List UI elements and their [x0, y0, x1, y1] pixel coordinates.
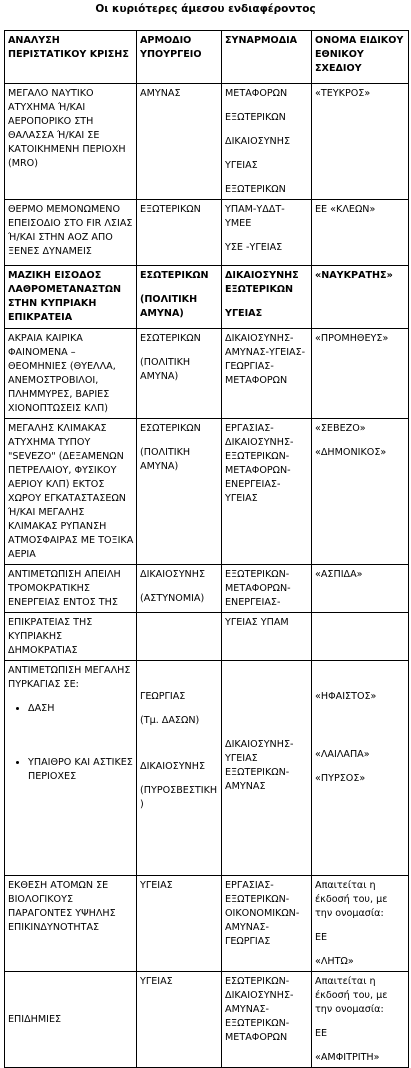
text-line: ΥΓΕΙΑΣ [225, 308, 263, 319]
plan-name-cell [312, 972, 409, 1068]
crisis-cell: ΘΕΡΜΟ ΜΕΜΟΝΩΜΕΝΟ ΕΠΕΙΣΟΔΙΟ ΣΤΟ FIR ΛΣΙΑΣ Ή/ΚΑΙ ΣΤΗΝ ΑΟΖ ΑΠΟ ΞΕΝΕΣ ΔΥΝΑΜΕΙΣ [5, 200, 137, 266]
ministry-cell [137, 661, 222, 876]
ministry-cell: ΥΓΕΙΑΣ [137, 972, 222, 1068]
crisis-cell: ΕΠΙΚΡΑΤΕΙΑΣ ΤΗΣ ΚΥΠΡΙΑΚΗΣ ΔΗΜΟΚΡΑΤΙΑΣ [5, 613, 137, 661]
plan-name-cell [312, 419, 409, 565]
crisis-cell: ΑΚΡΑΙΑ ΚΑΙΡΙΚΑ ΦΑΙΝΟΜΕΝΑ – ΘΕΟΜΗΝΙΕΣ (ΘΥΕΛΛΑ, ΑΝΕΜΟΣΤΡΟΒΙΛΟΙ, ΠΛΗΜΜΥΡΕΣ, ΒΑΡΙΕΣ ΧΙΟΝΟΠΤΩΣΕΙΣ ΚΛΠ) [5, 329, 137, 419]
table-row [5, 661, 409, 876]
table-row [5, 613, 409, 661]
ministry-cell: ΑΜΥΝΑΣ [137, 84, 222, 200]
text-line: (ΠΟΛΙΤΙΚΗ ΑΜΥΝΑ) [140, 294, 198, 319]
plan-name-cell [312, 876, 409, 972]
text-line: «ΗΦΑΙΣΤΟΣ» [315, 691, 377, 702]
ministry-cell: ΕΞΩΤΕΡΙΚΩΝ [137, 200, 222, 266]
table-row [5, 84, 409, 200]
text-line: ΕΣΩΤΕΡΙΚΩΝ [140, 270, 209, 281]
co-competent-cell: ΕΞΩΤΕΡΙΚΩΝ-ΜΕΤΑΦΟΡΩΝ-ΕΝΕΡΓΕΙΑΣ- [222, 565, 312, 613]
co-competent-cell: ΕΡΓΑΣΙΑΣ-ΕΞΩΤΕΡΙΚΩΝ-ΟΙΚΟΝΟΜΙΚΩΝ-ΑΜΥΝΑΣ-ΓΕΩΡΓΙΑΣ [222, 876, 312, 972]
co-competent-cell: ΔΙΚΑΙΟΣΥΝΗΣ-ΑΜΥΝΑΣ-ΥΓΕΙΑΣ-ΓΕΩΡΓΙΑΣ-ΜΕΤΑΦΟΡΩΝ [222, 329, 312, 419]
text-line: ΕΞΩΤΕΡΙΚΩΝ [225, 184, 286, 195]
crisis-cell: ΕΚΘΕΣΗ ΑΤΟΜΩΝ ΣΕ ΒΙΟΛΟΓΙΚΟΥΣ ΠΑΡΑΓΟΝΤΕΣ ΥΨΗΛΗΣ ΕΠΙΚΙΝΔΥΝΟΤΗΤΑΣ [5, 876, 137, 972]
text-line: «ΠΥΡΣΟΣ» [315, 773, 366, 784]
text-line: «ΑΜΦΙΤΡΙΤΗ» [315, 1052, 380, 1063]
text-line: ΕΞΩΤΕΡΙΚΩΝ [225, 112, 286, 123]
text-line: (ΠΟΛΙΤΙΚΗ ΑΜΥΝΑ) [140, 357, 191, 382]
text-line: ΕΠΙΔΗΜΙΕΣ [8, 1014, 62, 1025]
co-competent-cell: ΕΣΩΤΕΡΙΚΩΝ-ΔΙΚΑΙΟΣΥΝΗΣ-ΑΜΥΝΑΣ-ΕΞΩΤΕΡΙΚΩΝ-ΜΕΤΑΦΟΡΩΝ [222, 972, 312, 1068]
list-item: • ΥΠΑΙΘΡΟ ΚΑΙ ΑΣΤΙΚΕΣ ΠΕΡΙΟΧΕΣ [28, 756, 134, 784]
text-line: ΥΠΑΜ-ΥΔΔΤ-ΥΜΕΕ [225, 204, 285, 229]
text-line: ΔΙΚΑΙΟΣΥΝΗΣ [140, 761, 206, 772]
header-cell: ΑΝΑΛΥΣΗ ΠΕΡΙΣΤΑΤΙΚΟΥ ΚΡΙΣΗΣ [5, 31, 137, 84]
plan-name-cell: «ΤΕΥΚΡΟΣ» [312, 84, 409, 200]
ministry-cell [137, 565, 222, 613]
text-line: ΑΝΤΙΜΕΤΩΠΙΣΗ ΜΕΓΑΛΗΣ ΠΥΡΚΑΓΙΑΣ ΣΕ: [8, 665, 131, 690]
fire-area-list [8, 702, 134, 784]
header-cell: ΣΥΝΑΡΜΟΔΙΑ [222, 31, 312, 84]
co-competent-cell: ΥΓΕΙΑΣ ΥΠΑΜ [222, 613, 312, 661]
text-line: ΕΕ [315, 932, 328, 943]
text-line: «ΣΕΒΕΖΟ» [315, 423, 366, 434]
ministry-cell [137, 613, 222, 661]
plan-name-cell: «ΝΑΥΚΡΑΤΗΣ» [312, 266, 409, 329]
text-line: «ΛΗΤΩ» [315, 956, 354, 967]
table-row [5, 419, 409, 565]
co-competent-cell [222, 661, 312, 876]
ministry-cell [137, 329, 222, 419]
crisis-cell: ΑΝΤΙΜΕΤΩΠΙΣΗ ΑΠΕΙΛΗ ΤΡΟΜΟΚΡΑΤΙΚΗΣ ΕΝΕΡΓΕΙΑΣ ΕΝΤΟΣ ΤΗΣ [5, 565, 137, 613]
crisis-cell: ΜΑΖΙΚΗ ΕΙΣΟΔΟΣ ΛΑΘΡΟΜΕΤΑΝΑΣΤΩΝ ΣΤΗΝ ΚΥΠΡΙΑΚΗ ΕΠΙΚΡΑΤΕΙΑ [5, 266, 137, 329]
crisis-cell: ΜΕΓΑΛΗΣ ΚΛΙΜΑΚΑΣ ΑΤΥΧΗΜΑ ΤΥΠΟΥ "SEVEZO" (ΔΕΞΑΜΕΝΩΝ ΠΕΤΡΕΛΑΙΟΥ, ΦΥΣΙΚΟΥ ΑΕΡΙΟΥ ΚΛΠ) ΕΚΤΟΣ ΧΩΡΟΥ ΕΓΚΑΤΑΣΤΑΣΕΩΝ Ή/ΚΑΙ ΜΕΓΑΛΗΣ ΚΛΙΜΑΚΑΣ ΡΥΠΑΝΣΗ ΑΤΜΟΣΦΑΙΡΑΣ ΜΕ ΤΟΞΙΚΑ ΑΕΡΙΑ [5, 419, 137, 565]
text-line: ΔΙΚΑΙΟΣΥΝΗΣ-ΥΓΕΙΑΣ ΕΞΩΤΕΡΙΚΩΝ-ΑΜΥΝΑΣ [225, 739, 294, 792]
co-competent-cell [222, 200, 312, 266]
text-line: Απαιτείται η έκδοσή του, με την ονομασία: [315, 880, 388, 919]
ministry-cell [137, 266, 222, 329]
co-competent-cell: ΕΡΓΑΣΙΑΣ-ΔΙΚΑΙΟΣΥΝΗΣ-ΕΞΩΤΕΡΙΚΩΝ-ΜΕΤΑΦΟΡΩΝ-ΕΝΕΡΓΕΙΑΣ-ΥΓΕΙΑΣ [222, 419, 312, 565]
text-line: ΓΕΩΡΓΙΑΣ [140, 691, 186, 702]
text-line: ΕΣΩΤΕΡΙΚΩΝ [140, 333, 201, 344]
co-competent-cell [222, 84, 312, 200]
table-row [5, 876, 409, 972]
table-row [5, 972, 409, 1068]
text-line: «ΔΗΜΟΝΙΚΟΣ» [315, 447, 387, 458]
page-title: Οι κυριότερες άμεσου ενδιαφέροντος [95, 3, 316, 15]
co-competent-cell [222, 266, 312, 329]
plan-name-cell: «ΑΣΠΙΔΑ» [312, 565, 409, 613]
text-line: ΔΙΚΑΙΟΣΥΝΗΣ ΕΞΩΤΕΡΙΚΩΝ [225, 270, 299, 295]
crisis-cell [5, 972, 137, 1068]
ministry-cell: ΥΓΕΙΑΣ [137, 876, 222, 972]
text-line: ΥΓΕΙΑΣ [225, 160, 258, 171]
text-line: «ΛΑΙΛΑΠΑ» [315, 749, 370, 760]
text-line: (Τμ. ΔΑΣΩΝ) [140, 715, 200, 726]
text-line: ΕΕ [315, 1028, 328, 1039]
text-line: Απαιτείται η έκδοσή του, με την ονομασία: [315, 976, 388, 1015]
text-line: (ΠΟΛΙΤΙΚΗ ΑΜΥΝΑ) [140, 447, 191, 472]
plan-name-cell: «ΠΡΟΜΗΘΕΥΣ» [312, 329, 409, 419]
header-cell: ΟΝΟΜΑ ΕΙΔΙΚΟΥ ΕΘΝΙΚΟΥ ΣΧΕΔΙΟΥ [312, 31, 409, 84]
plan-name-cell [312, 661, 409, 876]
text-line: ΔΙΚΑΙΟΣΥΝΗΣ [225, 136, 291, 147]
table-row [5, 329, 409, 419]
text-line: ΥΣΕ -ΥΓΕΙΑΣ [225, 242, 283, 253]
crisis-plans-table [4, 30, 409, 1068]
plan-name-cell [312, 613, 409, 661]
list-item: • ΔΑΣΗ [28, 702, 134, 716]
text-line: ΕΣΩΤΕΡΙΚΩΝ [140, 423, 201, 434]
header-row [5, 31, 409, 84]
text-line: ΔΙΚΑΙΟΣΥΝΗΣ [140, 569, 206, 580]
crisis-cell [5, 661, 137, 876]
table-row [5, 565, 409, 613]
table-row [5, 266, 409, 329]
header-cell: ΑΡΜΟΔΙΟ ΥΠΟΥΡΓΕΙΟ [137, 31, 222, 84]
text-line: ΜΕΤΑΦΟΡΩΝ [225, 88, 288, 99]
text-line: (ΑΣΤΥΝΟΜΙΑ) [140, 593, 205, 604]
table-row [5, 200, 409, 266]
text-line: (ΠΥΡΟΣΒΕΣΤΙΚΗ) [140, 785, 218, 810]
plan-name-cell: ΕΕ «ΚΛΕΩΝ» [312, 200, 409, 266]
ministry-cell [137, 419, 222, 565]
crisis-cell: ΜΕΓΑΛΟ ΝΑΥΤΙΚΟ ΑΤΥΧΗΜΑ Ή/ΚΑΙ ΑΕΡΟΠΟΡΙΚΟ ΣΤΗ ΘΑΛΑΣΣΑ Ή/ΚΑΙ ΣΕ ΚΑΤΟΙΚΗΜΕΝΗ ΠΕΡΙΟΧΗ (MRO) [5, 84, 137, 200]
